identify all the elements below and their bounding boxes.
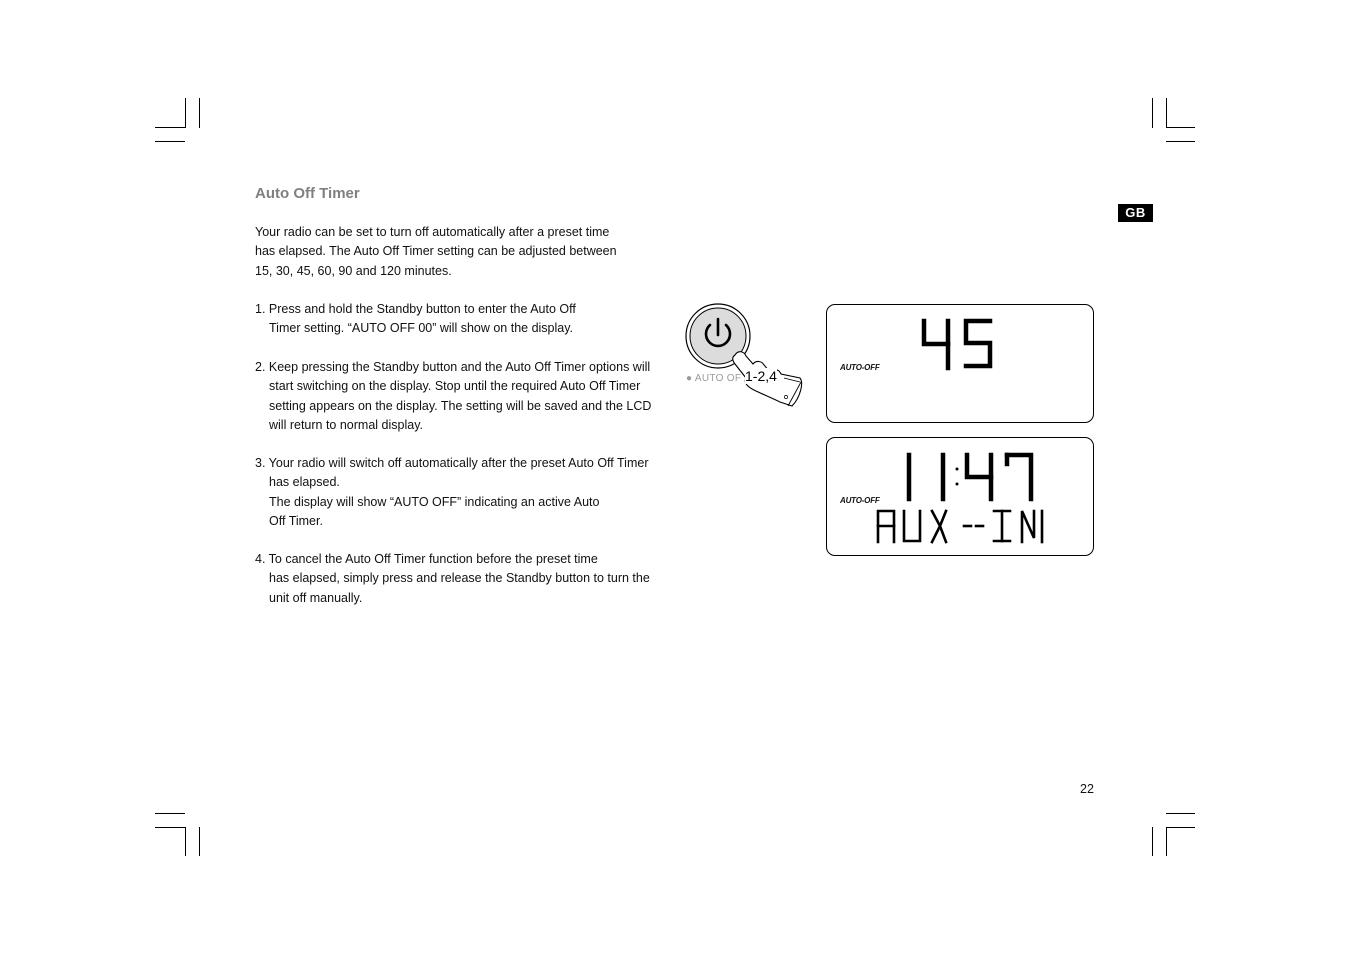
step-2 <box>255 358 651 435</box>
step-line: start switching on the display. Stop until the required Auto Off Timer <box>269 379 641 394</box>
lcd-indicator: AUTO-OFF <box>840 496 880 505</box>
step-line: 1. Press and hold the Standby button to enter the Auto Off <box>255 302 576 316</box>
section-title: Auto Off Timer <box>255 185 360 202</box>
lcd-source-segments <box>876 508 1048 546</box>
step-4 <box>255 550 650 608</box>
step-1 <box>255 300 576 339</box>
page-number: 22 <box>1080 782 1094 796</box>
step-line: 2. Keep pressing the Standby button and the Auto Off Timer options will <box>255 360 651 374</box>
step-line: has elapsed, simply press and release the Standby button to turn the <box>269 571 650 586</box>
step-line: Off Timer. <box>269 513 323 528</box>
lcd-value-digits <box>920 318 1000 372</box>
lcd-display-clock <box>826 437 1094 556</box>
standby-button-illustration <box>680 298 810 410</box>
lcd-display-auto-off <box>826 304 1094 423</box>
step-3 <box>255 454 648 531</box>
step-line: 4. To cancel the Auto Off Timer function before the preset time <box>255 552 598 566</box>
intro-line: 15, 30, 45, 60, 90 and 120 minutes. <box>255 263 452 278</box>
step-line: setting appears on the display. The setting will be saved and the LCD <box>269 398 652 413</box>
step-line: Timer setting. “AUTO OFF 00” will show on the display. <box>269 321 574 336</box>
step-line: unit off manually. <box>269 590 363 605</box>
intro-line: has elapsed. The Auto Off Timer setting can be adjusted between <box>255 244 617 259</box>
standby-button-label: ● AUTO OF <box>686 373 742 384</box>
lcd-time-digits <box>901 452 1041 504</box>
step-reference-label: 1-2,4 <box>745 368 777 384</box>
intro-line: Your radio can be set to turn off automatically after a preset time <box>255 225 610 239</box>
language-badge: GB <box>1118 204 1153 222</box>
intro-paragraph <box>255 223 675 281</box>
step-line: will return to normal display. <box>269 417 423 432</box>
step-line: has elapsed. <box>269 475 340 490</box>
lcd-indicator: AUTO-OFF <box>840 363 880 372</box>
step-line: The display will show “AUTO OFF” indicating an active Auto <box>269 494 600 509</box>
step-line: 3. Your radio will switch off automatically after the preset Auto Off Timer <box>255 456 649 470</box>
